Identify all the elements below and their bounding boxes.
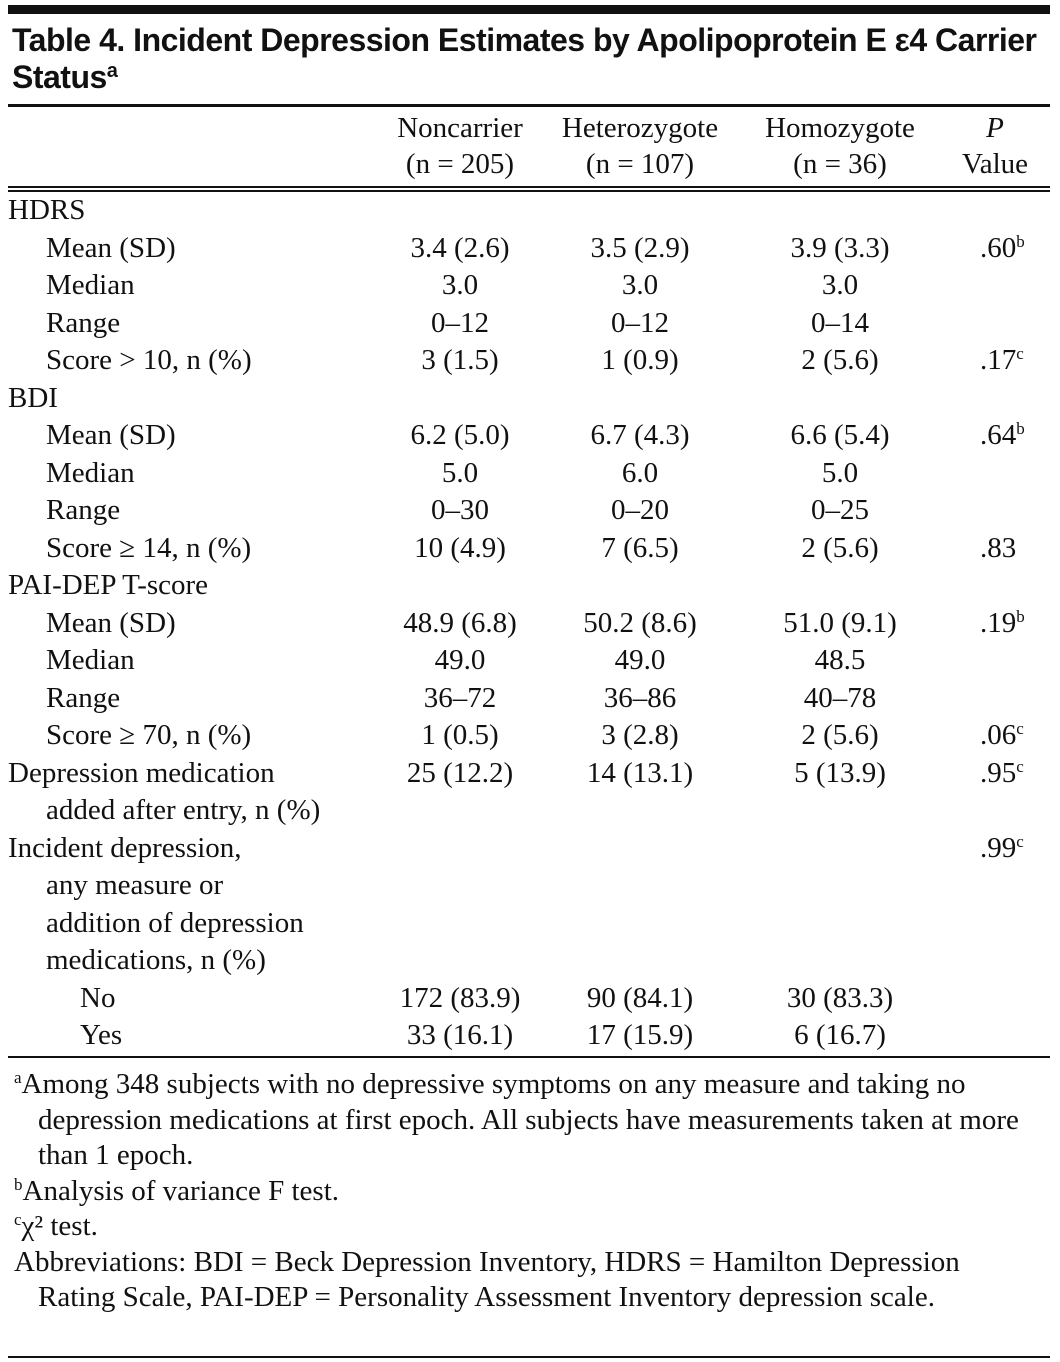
- p-value: [940, 455, 1050, 493]
- table-row: [8, 717, 1050, 755]
- table-row: [8, 305, 1050, 343]
- row-label: PAI-DEP T-score: [8, 569, 209, 601]
- table-row: [8, 755, 1050, 793]
- footnote: $^c$χ² test.: [14, 1210, 98, 1242]
- row-label: Score > 10, n (%): [46, 344, 252, 376]
- row-label: Depression medication: [8, 756, 275, 789]
- row-label: Median: [46, 644, 135, 676]
- cell-value: 3.5 (2.9): [590, 231, 690, 264]
- footnotes: [14, 1067, 1044, 1316]
- cell-value: [380, 380, 540, 418]
- table-row: [8, 492, 1050, 530]
- cell-value: [540, 567, 740, 605]
- cell-value: [380, 867, 540, 905]
- row-label: No: [80, 981, 116, 1014]
- p-value: .06$^c$: [980, 719, 1024, 751]
- footnote: $^a$Among 348 subjects with no depressive symptoms on any measure and taking no depression medications at first epoch. All subjects have measurements taken at more than 1 epoch.: [14, 1068, 1019, 1171]
- cell-value: 2 (5.6): [801, 719, 879, 751]
- header-rule-1: [8, 186, 1050, 188]
- table-row: [8, 342, 1050, 380]
- table-row: [8, 830, 1050, 868]
- cell-value: 0–12: [431, 306, 489, 339]
- header-rule-2: [8, 190, 1050, 192]
- p-value: [940, 680, 1050, 718]
- p-value: [940, 792, 1050, 830]
- data-table: [8, 110, 1050, 1055]
- cell-value: [740, 567, 940, 605]
- p-value: [940, 642, 1050, 680]
- col-header-homozygote: Homozygote (n = 36): [765, 112, 915, 180]
- p-value: [940, 980, 1050, 1018]
- row-label: Score ≥ 70, n (%): [46, 719, 252, 751]
- row-label: Range: [46, 306, 121, 339]
- table-row: [8, 455, 1050, 493]
- row-label: BDI: [8, 381, 58, 414]
- cell-value: 6.2 (5.0): [410, 419, 510, 451]
- cell-value: 5 (13.9): [794, 756, 886, 789]
- header-row: [8, 110, 1050, 182]
- cell-value: [540, 942, 740, 980]
- col-header-noncarrier: Noncarrier (n = 205): [397, 112, 523, 180]
- col-header-p-value: P Value: [961, 112, 1029, 180]
- cell-value: 0–14: [811, 306, 869, 339]
- row-label: added after entry, n (%): [46, 794, 321, 826]
- p-value: [940, 905, 1050, 943]
- row-label: Range: [46, 494, 121, 526]
- p-value: .64$^b$: [980, 419, 1025, 451]
- cell-value: [540, 867, 740, 905]
- cell-value: 48.5: [814, 644, 866, 676]
- cell-value: 5.0: [441, 456, 479, 489]
- table-row: [8, 980, 1050, 1018]
- row-label: medications, n (%): [46, 944, 266, 976]
- cell-value: 30 (83.3): [786, 981, 894, 1014]
- cell-value: 14 (13.1): [586, 756, 694, 789]
- p-value: [940, 1017, 1050, 1055]
- table-row: [8, 417, 1050, 455]
- cell-value: 36–72: [423, 681, 497, 714]
- cell-value: 50.2 (8.6): [583, 606, 697, 639]
- p-value: [940, 305, 1050, 343]
- cell-value: [380, 792, 540, 830]
- cell-value: [740, 867, 940, 905]
- cell-value: 0–25: [811, 494, 869, 526]
- row-label: Median: [46, 456, 135, 489]
- footnote: $^b$Analysis of variance F test.: [14, 1174, 340, 1207]
- cell-value: 0–30: [431, 494, 489, 526]
- cell-value: 10 (4.9): [414, 531, 506, 564]
- row-label: HDRS: [8, 194, 86, 226]
- table-row: [8, 642, 1050, 680]
- table-row: [8, 605, 1050, 643]
- table-row: [8, 905, 1050, 943]
- cell-value: [380, 830, 540, 868]
- p-value: .95$^c$: [980, 756, 1024, 789]
- p-value: .19$^b$: [980, 606, 1025, 639]
- table-row: [8, 380, 1050, 418]
- p-value: [940, 867, 1050, 905]
- cell-value: 3 (2.8): [601, 719, 679, 751]
- cell-value: [540, 380, 740, 418]
- table-title: [12, 22, 1042, 96]
- row-label: Mean (SD): [46, 606, 176, 639]
- cell-value: [380, 905, 540, 943]
- row-label: Score ≥ 14, n (%): [46, 531, 252, 564]
- cell-value: 5.0: [821, 456, 859, 489]
- table-row: [8, 942, 1050, 980]
- p-value: [940, 492, 1050, 530]
- cell-value: 51.0 (9.1): [783, 606, 897, 639]
- cell-value: [740, 792, 940, 830]
- p-value: [940, 267, 1050, 305]
- cell-value: 3.0: [821, 269, 859, 301]
- table-row: [8, 1017, 1050, 1055]
- title-rule: [8, 104, 1050, 107]
- table-row: [8, 567, 1050, 605]
- p-value: .99$^c$: [980, 831, 1024, 864]
- row-label: any measure or: [46, 869, 224, 901]
- table-row: [8, 792, 1050, 830]
- cell-value: 6.6 (5.4): [790, 419, 890, 451]
- cell-value: [740, 380, 940, 418]
- p-value: .17$^c$: [980, 344, 1024, 376]
- cell-value: 0–12: [611, 306, 669, 339]
- bottom-rule: [8, 1356, 1050, 1358]
- title-text: Table 4. Incident Depression Estimates by Apolipoprotein E ε4 Carrier Status: [12, 22, 1037, 95]
- cell-value: 6.7 (4.3): [590, 419, 690, 451]
- table-row: [8, 867, 1050, 905]
- table-row: [8, 230, 1050, 268]
- table-bottom-rule: [8, 1056, 1050, 1058]
- cell-value: 6.0: [621, 456, 659, 489]
- cell-value: 1 (0.9): [601, 344, 679, 376]
- cell-value: [540, 905, 740, 943]
- p-value: [940, 380, 1050, 418]
- row-label: Mean (SD): [46, 231, 176, 264]
- cell-value: 49.0: [434, 644, 486, 676]
- table-row: [8, 530, 1050, 568]
- cell-value: [380, 942, 540, 980]
- p-value: [940, 942, 1050, 980]
- row-label: Mean (SD): [46, 419, 176, 451]
- row-label: Incident depression,: [8, 831, 242, 864]
- cell-value: 7 (6.5): [601, 531, 679, 564]
- cell-value: 172 (83.9): [399, 981, 521, 1014]
- cell-value: [540, 830, 740, 868]
- cell-value: 49.0: [614, 644, 666, 676]
- cell-value: 36–86: [603, 681, 677, 714]
- cell-value: 6 (16.7): [794, 1019, 886, 1051]
- cell-value: 90 (84.1): [586, 981, 694, 1014]
- cell-value: 3.0: [441, 269, 479, 301]
- cell-value: 40–78: [803, 681, 877, 714]
- top-rule: [8, 5, 1050, 14]
- cell-value: 17 (15.9): [586, 1019, 694, 1051]
- row-label: Median: [46, 269, 135, 301]
- cell-value: 2 (5.6): [801, 344, 879, 376]
- p-value: [940, 567, 1050, 605]
- cell-value: [380, 567, 540, 605]
- cell-value: 2 (5.6): [801, 531, 879, 564]
- title-footnote-mark: a: [106, 60, 118, 82]
- cell-value: 3 (1.5): [421, 344, 499, 376]
- row-label: Range: [46, 681, 121, 714]
- footnote: Abbreviations: BDI = Beck Depression Inventory, HDRS = Hamilton Depression Rating Scale, PAI-DEP = Personality Assessment Inventory depression scale.: [14, 1245, 960, 1313]
- cell-value: 25 (12.2): [406, 756, 514, 789]
- p-value: .83: [980, 531, 1017, 564]
- cell-value: [740, 942, 940, 980]
- col-header-heterozygote: Heterozygote (n = 107): [561, 112, 719, 180]
- row-label: addition of depression: [46, 906, 304, 939]
- cell-value: 48.9 (6.8): [403, 606, 517, 639]
- table-row: [8, 267, 1050, 305]
- cell-value: 0–20: [611, 494, 669, 526]
- table-row: [8, 680, 1050, 718]
- cell-value: [740, 830, 940, 868]
- cell-value: 3.9 (3.3): [790, 231, 890, 264]
- cell-value: 3.4 (2.6): [410, 231, 510, 264]
- cell-value: [740, 905, 940, 943]
- cell-value: 3.0: [621, 269, 659, 301]
- p-value: .60$^b$: [980, 231, 1025, 264]
- cell-value: [540, 792, 740, 830]
- cell-value: 1 (0.5): [421, 719, 499, 751]
- row-label: Yes: [80, 1019, 123, 1051]
- cell-value: 33 (16.1): [406, 1019, 514, 1051]
